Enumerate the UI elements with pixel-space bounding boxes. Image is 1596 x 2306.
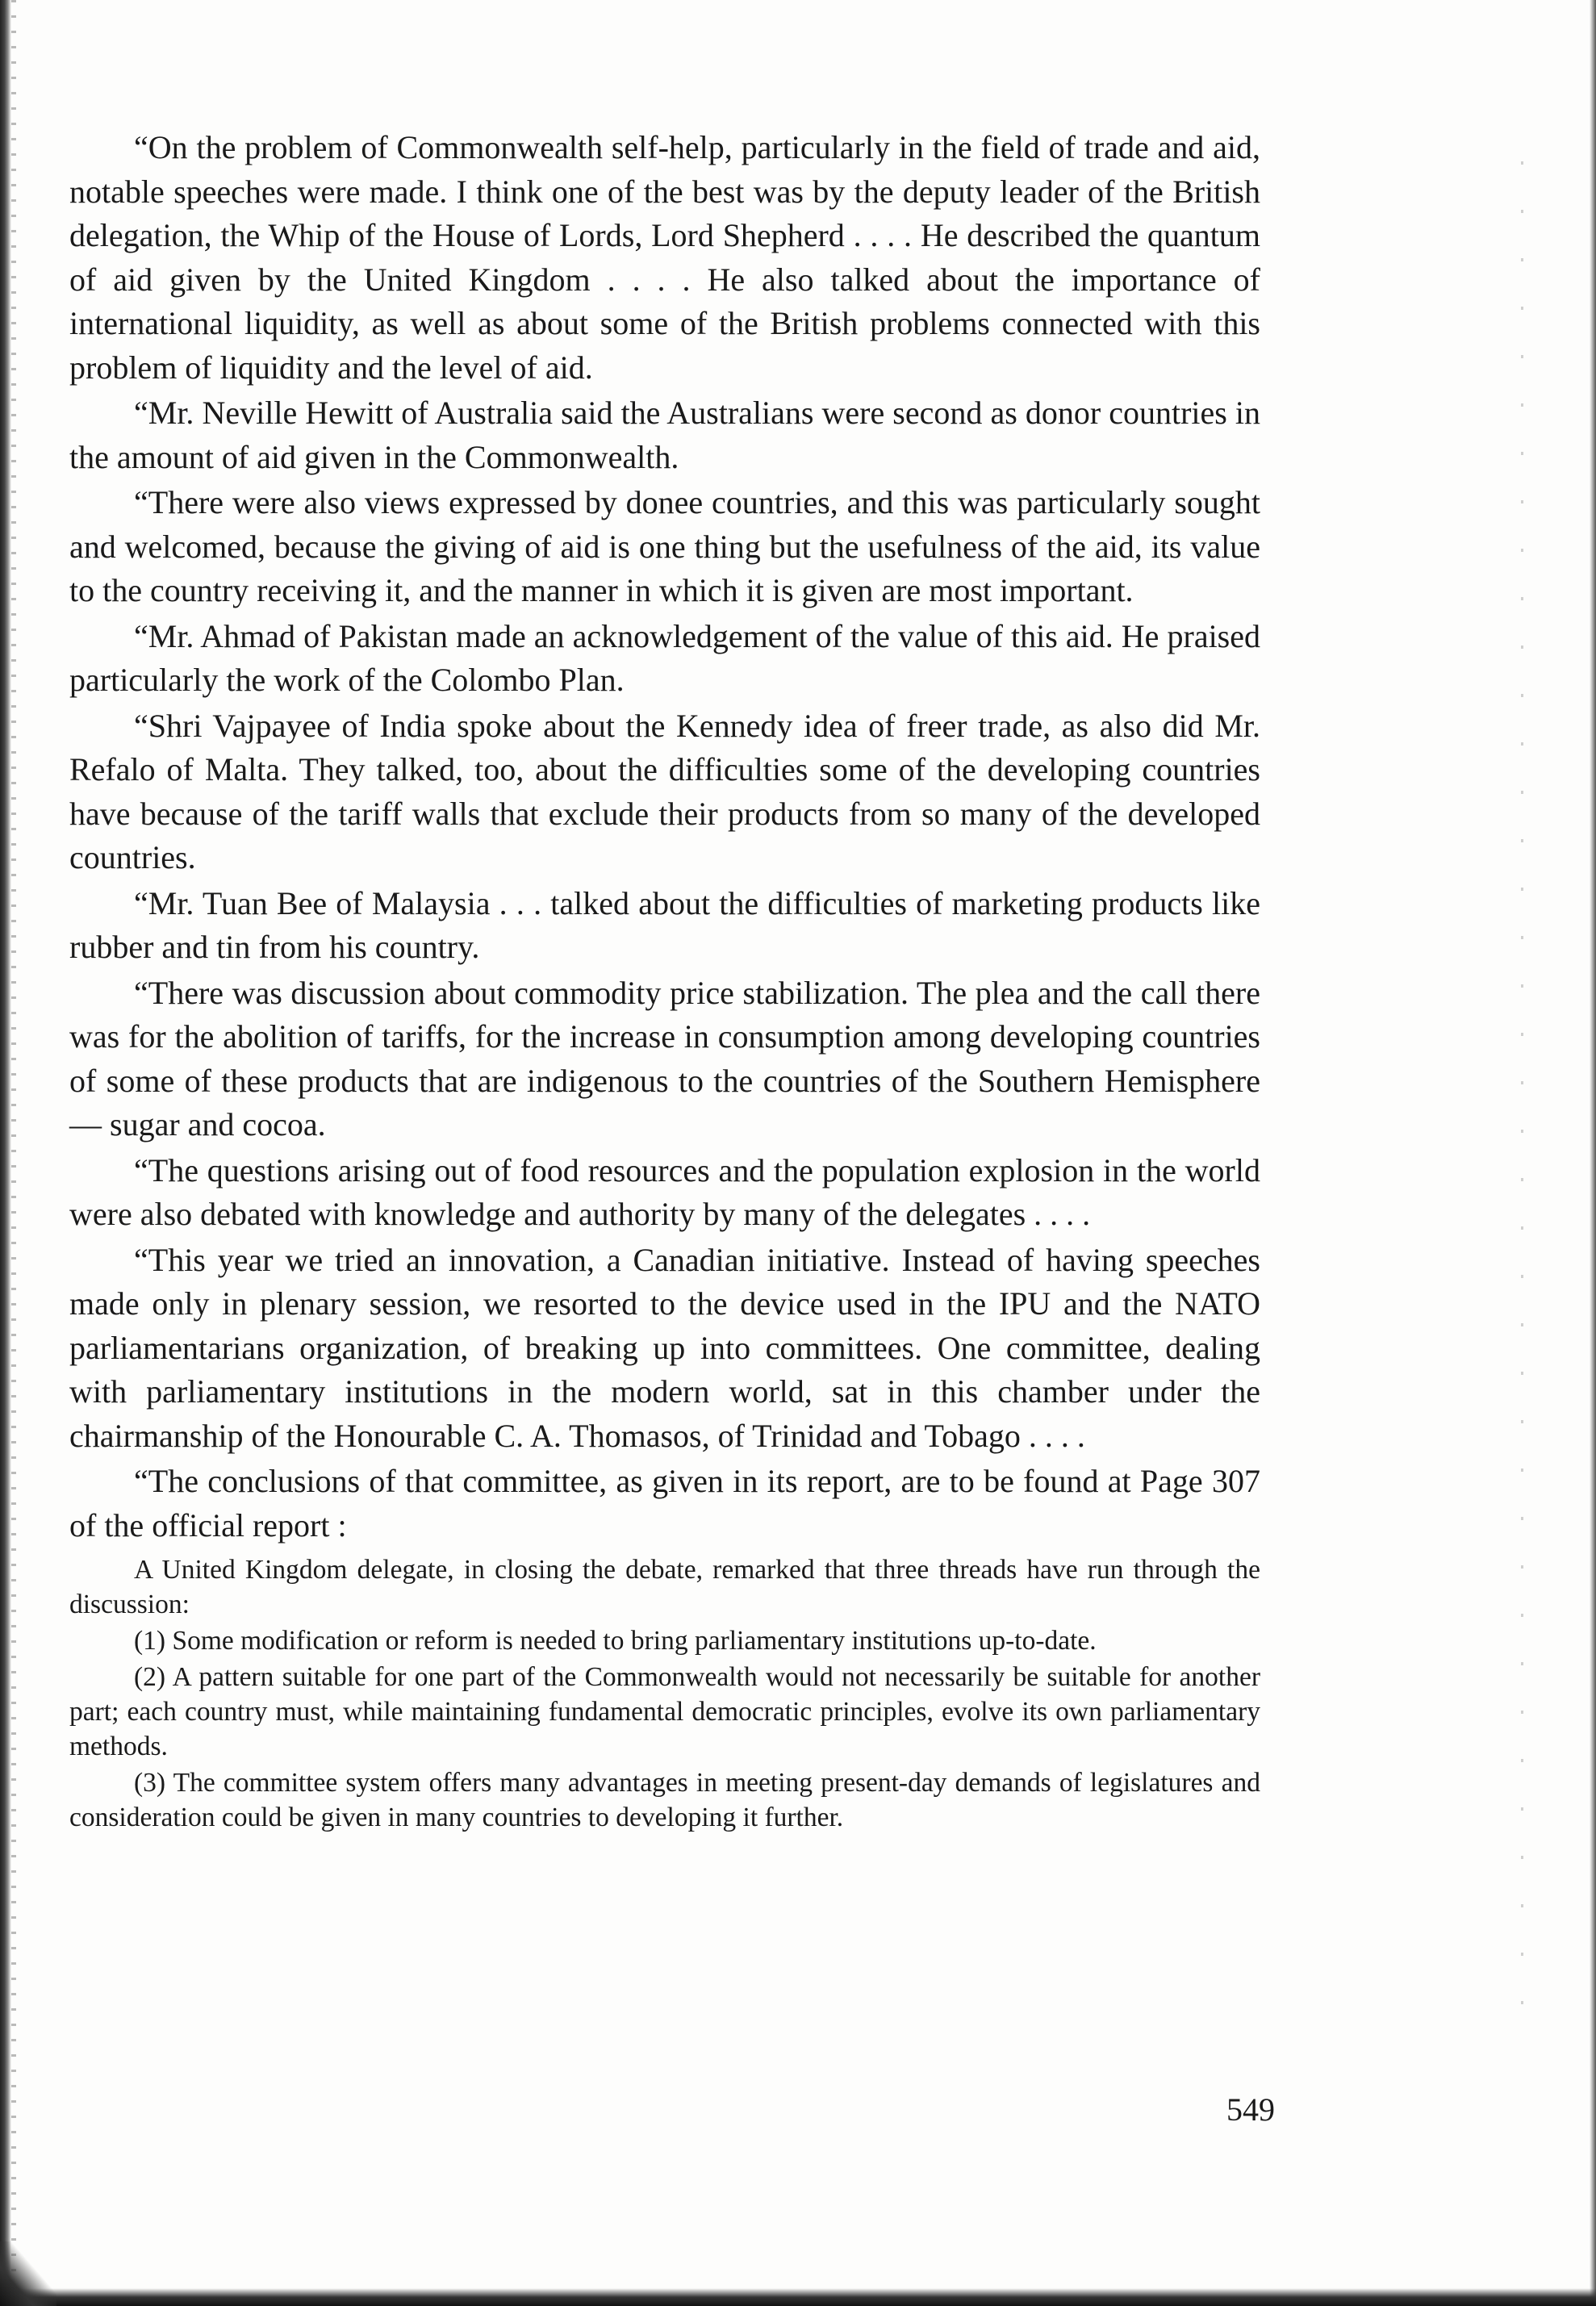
quote-paragraph: A United Kingdom delegate, in closing the debate, remarked that three threads have run through the discussion: [69,1555,1260,1619]
paragraph: “Mr. Tuan Bee of Malaysia . . . talked about the difficulties of marketing products like rubber and tin from his country. [69,884,1260,965]
paragraph: “There were also views expressed by donee countries, and this was particularly sought and welcomed, because the giving of aid is one thing but the usefulness of the aid, its value to the country receiving it, and the manner in which it is given are most important. [69,484,1260,608]
quote-paragraph: (2) A pattern suitable for one part of the Commonwealth would not necessarily be suitable for another part; each country must, while maintaining fundamental democratic principles, evolve its own parliamentary methods. [69,1662,1260,1761]
paragraph: “The conclusions of that committee, as given in its report, are to be found at Page 307 of the official report : [69,1463,1260,1544]
paragraph: “Mr. Ahmad of Pakistan made an acknowledgement of the value of this aid. He praised particularly the work of the Colombo Plan. [69,617,1260,698]
block-quote [69,1552,1260,1835]
scan-right-edge [1590,0,1596,2306]
page-number: 549 [1226,2091,1275,2128]
paragraph: “This year we tried an innovation, a Canadian initiative. Instead of having speeches made only in plenary session, we resorted to the device used in the IPU and the NATO parliamentarians organization, of breaking up into committees. One committee, dealing with parliamentary institutions in the modern world, sat in this chamber under the chairmanship of the Honourable C. A. Thomasos, of Trinidad and Tobago . . . . [69,1241,1260,1454]
scan-right-specks [1521,161,1523,2017]
scan-bottom-corner [0,2241,56,2306]
paragraph: “There was discussion about commodity price stabilization. The plea and the call there was for the abolition of tariffs, for the increase in consumption among developing countries of some of these products that are indigenous to the countries of the Southern Hemisphere — sugar and cocoa. [69,974,1260,1143]
scan-left-edge [0,0,11,2306]
paragraph: “The questions arising out of food resources and the population explosion in the world were also debated with knowledge and authority by many of the delegates . . . . [69,1151,1260,1232]
paragraph: “Mr. Neville Hewitt of Australia said the Australians were second as donor countries in the amount of aid given in the Commonwealth. [69,395,1260,475]
quote-paragraph: (1) Some modification or reform is needed to bring parliamentary institutions up-to-date. [134,1626,1097,1656]
quote-paragraph: (3) The committee system offers many advantages in meeting present-day demands of legislatures and consideration could be given in many countries to developing it further. [69,1768,1260,1832]
paragraph: “Shri Vajpayee of India spoke about the Kennedy idea of freer trade, as also did Mr. Refalo of Malta. They talked, too, about the difficulties some of the developing countries have because of the tariff walls that exclude their products from so many of the developed countries. [69,707,1260,875]
body-text [69,126,1260,1836]
paragraph: “On the problem of Commonwealth self-help, particularly in the field of trade and aid, notable speeches were made. I think one of the best was by the deputy leader of the British delegation, the Whip of the House of Lords, Lord Shepherd . . . . He described the quantum of aid given by the United Kingdom . . . . He also talked about the importance of international liquidity, as well as about some of the British problems connected with this problem of liquidity and the level of aid. [69,129,1260,386]
scan-bottom-edge [0,2288,1596,2306]
scan-left-specks [11,0,16,2306]
